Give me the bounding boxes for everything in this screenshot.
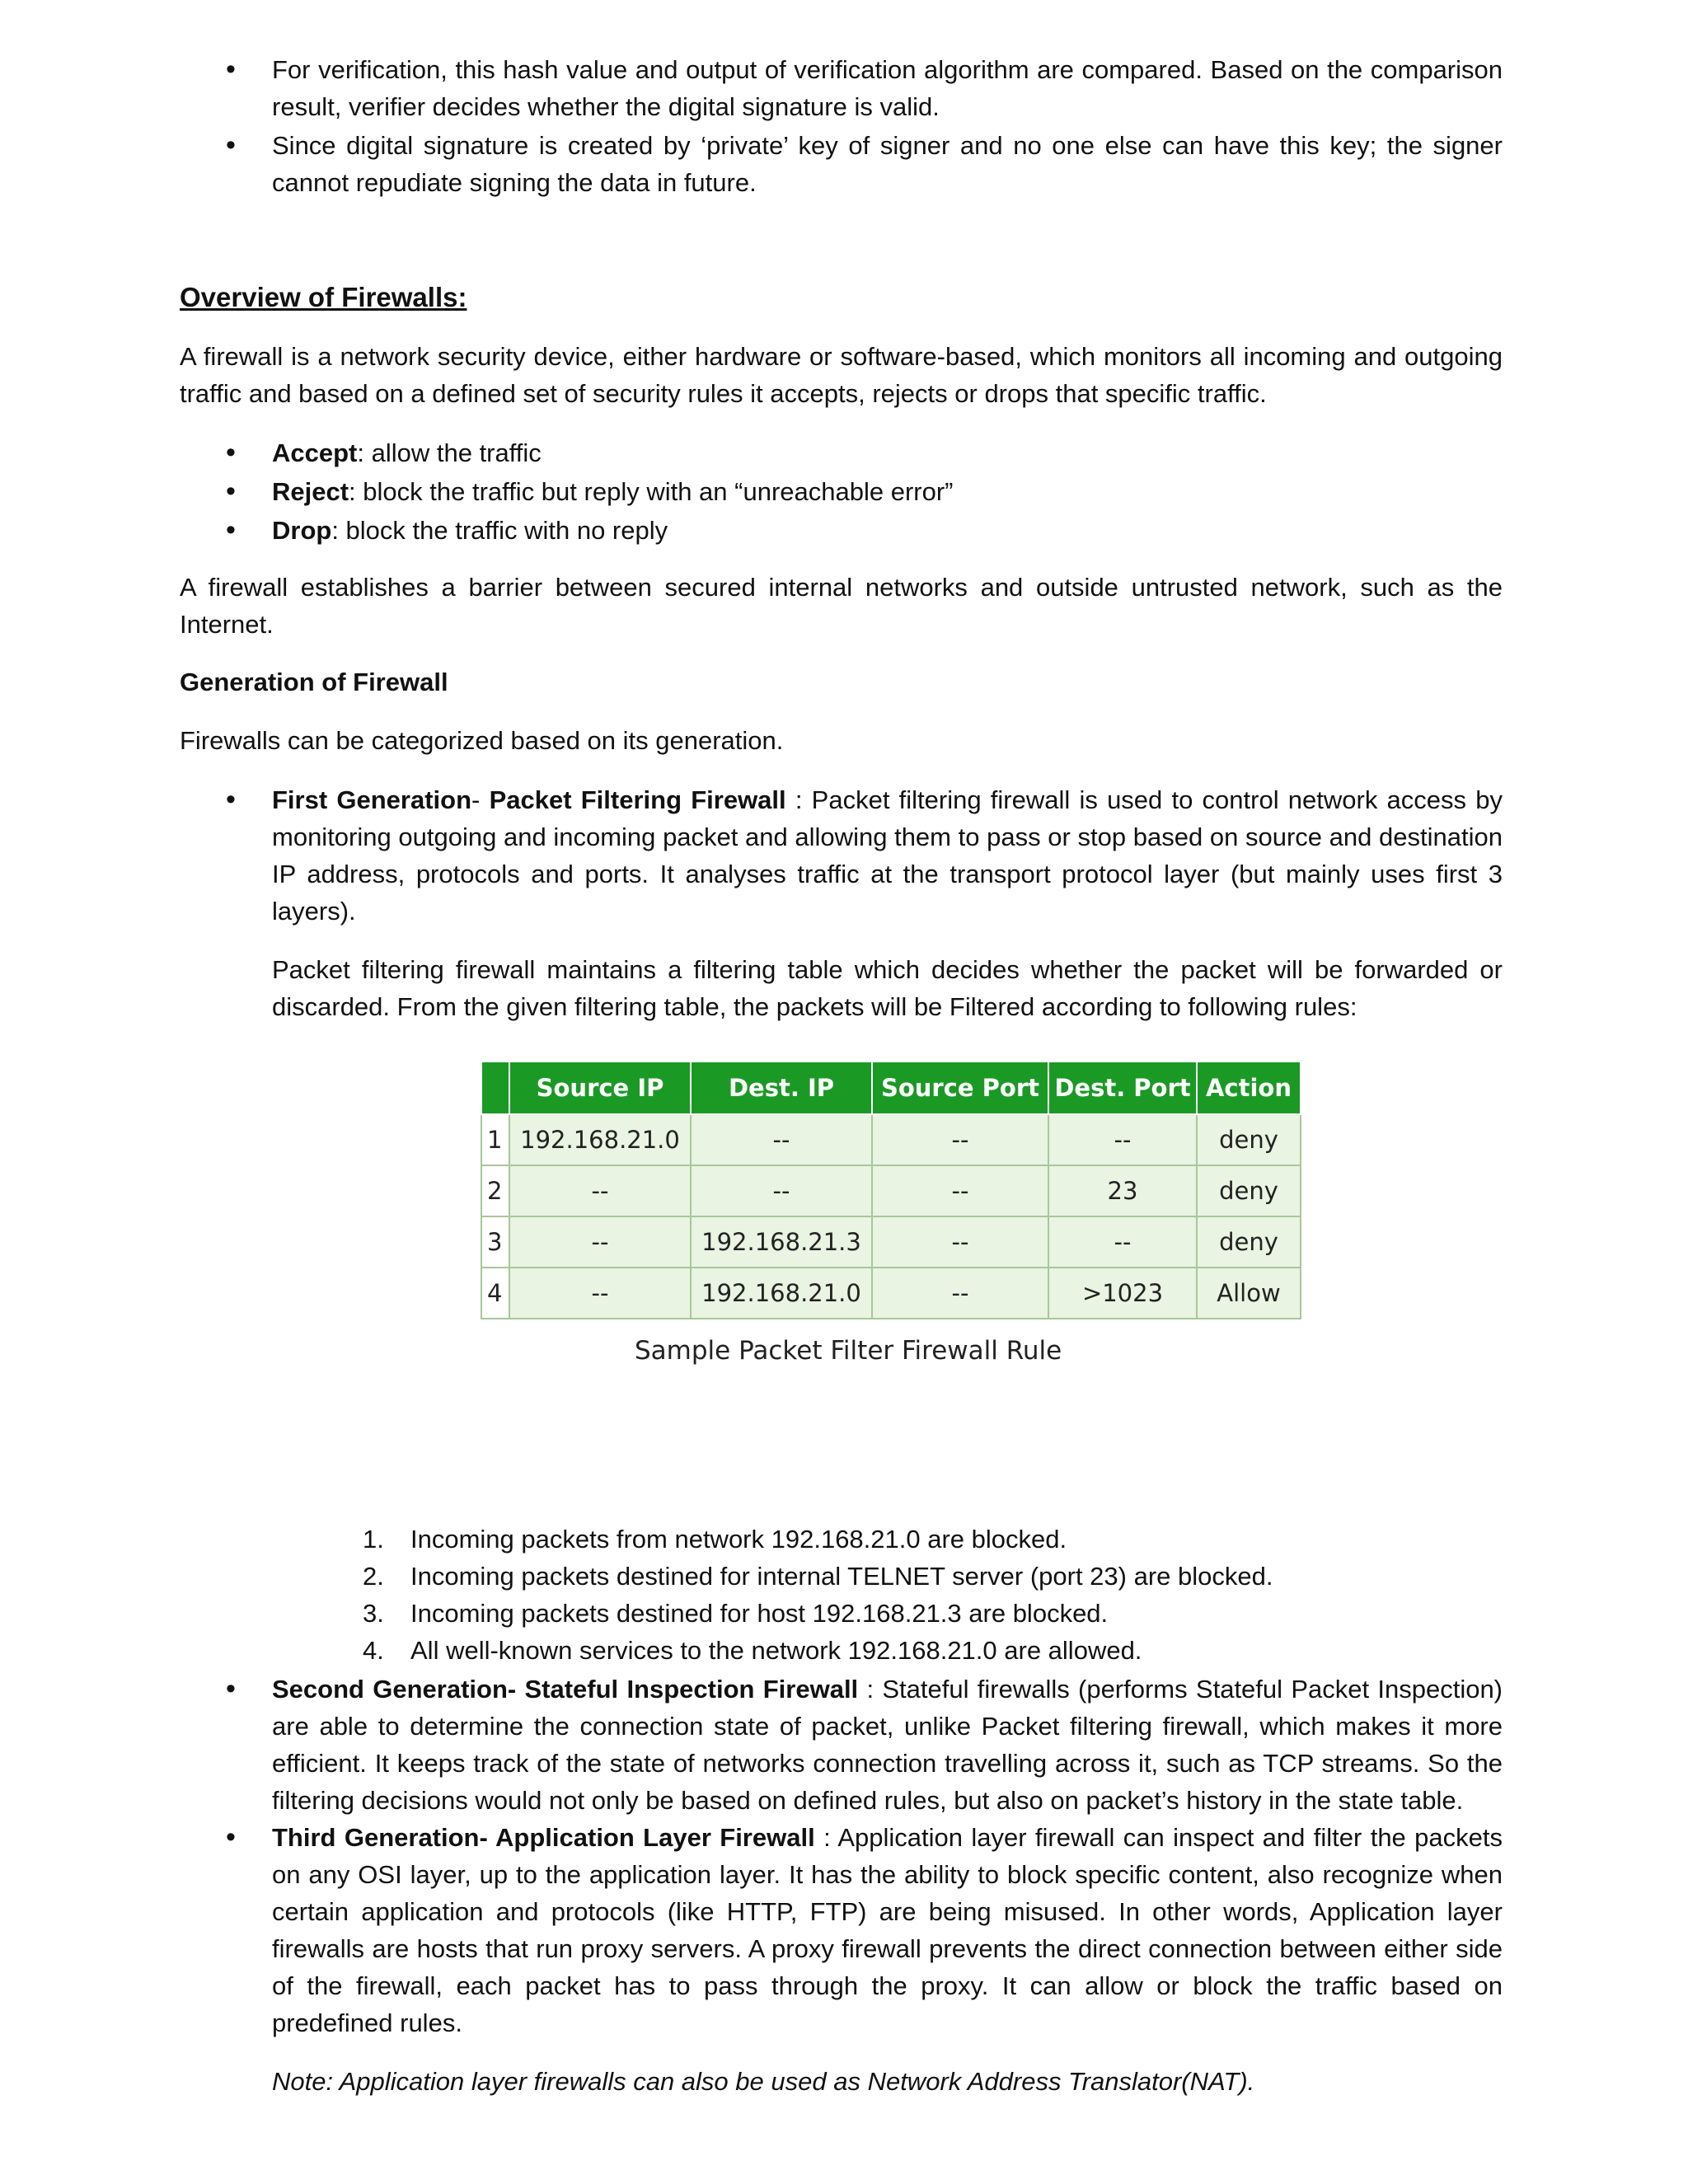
table-header: Action: [1197, 1062, 1301, 1114]
table-header: Dest. Port: [1048, 1062, 1197, 1114]
table-cell-index: 4: [481, 1268, 509, 1319]
list-item: [180, 434, 1503, 472]
list-item: [180, 1521, 1503, 1558]
overview-intro: A firewall is a network security device, either hardware or software-based, which monitors all incoming and outgoing traffic and based on a defined set of security rules it accepts, rejects or drops that specific traffic.: [180, 342, 1503, 408]
later-generations-list: [180, 1671, 1503, 2041]
overview-section: [180, 279, 1503, 316]
rule-number: 3.: [363, 1599, 384, 1628]
packet-filter-table: [481, 1061, 1301, 1319]
list-item: [180, 1595, 1503, 1632]
table-cell-index: 1: [481, 1114, 509, 1165]
table-caption: Sample Packet Filter Firewall Rule: [635, 1336, 1062, 1366]
table-cell: --: [872, 1114, 1048, 1165]
filtering-table-paragraph: Packet filtering firewall maintains a filtering table which decides whether the packet will be forwarded or discarded. From the given filtering table, the packets will be Filtered according to following rules:: [272, 955, 1503, 1021]
table-row: [481, 1216, 1301, 1268]
second-gen-text: : Stateful firewalls (performs Stateful Packet Inspection) are able to determine the connection state of packet, unlike Packet filtering firewall, which makes it more efficient. It keeps track of the state of networks connection travelling across it, such as TCP streams. So the filtering decisions would not only be based on defined rules, but also on packet’s history in the state table.: [272, 1675, 1503, 1815]
table-cell: 192.168.21.0: [691, 1268, 872, 1319]
nat-note: Note: Application layer firewalls can also be used as Network Address Translator(NAT).: [272, 2067, 1255, 2096]
table-row: [481, 1165, 1301, 1216]
list-item: [180, 1819, 1503, 2041]
rule-number: 4.: [363, 1636, 384, 1665]
table-row: [481, 1114, 1301, 1165]
table-header: Source Port: [872, 1062, 1048, 1114]
table-cell-index: 2: [481, 1165, 509, 1216]
action-desc: : block the traffic with no reply: [331, 516, 668, 545]
filter-rules-list: [180, 1521, 1503, 1669]
table-cell: --: [872, 1216, 1048, 1268]
action-term: Accept: [272, 438, 358, 467]
action-term: Drop: [272, 516, 332, 545]
table-cell: deny: [1197, 1216, 1301, 1268]
table-cell: deny: [1197, 1165, 1301, 1216]
action-desc: : allow the traffic: [357, 438, 542, 467]
table-cell: deny: [1197, 1114, 1301, 1165]
first-gen-title-b: Packet Filtering Firewall: [489, 785, 786, 814]
table-cell: --: [872, 1268, 1048, 1319]
table-cell: --: [1048, 1216, 1197, 1268]
table-cell: 192.168.21.3: [691, 1216, 872, 1268]
table-cell: 192.168.21.0: [509, 1114, 691, 1165]
top-bullet-list: [180, 51, 1503, 201]
table-cell: --: [509, 1216, 691, 1268]
rule-text: Incoming packets destined for host 192.168.21.3 are blocked.: [410, 1599, 1109, 1628]
second-gen-title: Second Generation- Stateful Inspection Firewall: [272, 1675, 859, 1704]
table-header: Source IP: [509, 1062, 691, 1114]
table-cell: --: [872, 1165, 1048, 1216]
generation-intro: Firewalls can be categorized based on its generation.: [180, 726, 784, 755]
third-gen-title: Third Generation- Application Layer Firewall: [272, 1823, 815, 1852]
table-cell: --: [509, 1268, 691, 1319]
first-gen-text: : Packet filtering firewall is used to control network access by monitoring outgoing and incoming packet and allowing them to pass or stop based on source and destination IP address, protocols and ports. It analyses traffic at the transport protocol layer (but mainly uses first 3 layers).: [272, 785, 1503, 926]
rule-text: Incoming packets from network 192.168.21.0 are blocked.: [410, 1525, 1067, 1554]
table-cell: 23: [1048, 1165, 1197, 1216]
table-header-index: [481, 1062, 509, 1114]
table-header: Dest. IP: [691, 1062, 872, 1114]
table-cell: --: [509, 1165, 691, 1216]
list-item: [180, 1632, 1503, 1669]
bullet-text: For verification, this hash value and output of verification algorithm are compared. Based on the comparison result, verifier decides whether the digital signature is valid.: [272, 55, 1503, 121]
third-gen-text: : Application layer firewall can inspect and filter the packets on any OSI layer, up to the application layer. It has the ability to block specific content, also recognize when certain application and protocols (like HTTP, FTP) are being misused. In other words, Application layer firewalls are hosts that run proxy servers. A proxy firewall prevents the direct connection between either side of the firewall, each packet has to pass through the proxy. It can allow or block the traffic based on predefined rules.: [272, 1823, 1503, 2037]
action-term: Reject: [272, 477, 349, 506]
list-item: [180, 1558, 1503, 1595]
list-item: [180, 511, 1503, 550]
barrier-paragraph: A firewall establishes a barrier between secured internal networks and outside untrusted network, such as the Internet.: [180, 573, 1503, 639]
list-item: [180, 781, 1503, 930]
rule-text: Incoming packets destined for internal TELNET server (port 23) are blocked.: [410, 1562, 1273, 1591]
table-cell-index: 3: [481, 1216, 509, 1268]
list-item: [180, 127, 1503, 201]
firewall-actions-list: [180, 434, 1503, 550]
list-item: [180, 1671, 1503, 1819]
table-cell: --: [691, 1165, 872, 1216]
list-item: [180, 472, 1503, 511]
rule-number: 2.: [363, 1562, 384, 1591]
table-cell: --: [691, 1114, 872, 1165]
table-cell: >1023: [1048, 1268, 1197, 1319]
table-header-row: [481, 1062, 1301, 1114]
table-cell: Allow: [1197, 1268, 1301, 1319]
first-generation-block: [180, 781, 1503, 930]
first-gen-title-a: First Generation: [272, 785, 472, 814]
generation-heading: Generation of Firewall: [180, 668, 448, 696]
action-desc: : block the traffic but reply with an “unreachable error”: [349, 477, 954, 506]
list-item: [180, 51, 1503, 125]
first-gen-dash: -: [471, 785, 490, 814]
rule-text: All well-known services to the network 192.168.21.0 are allowed.: [410, 1636, 1142, 1665]
overview-heading: Overview of Firewalls:: [180, 282, 467, 312]
bullet-text: Since digital signature is created by ‘private’ key of signer and no one else can have this key; the signer cannot repudiate signing the data in future.: [272, 131, 1503, 197]
rule-number: 1.: [363, 1525, 384, 1554]
table-cell: --: [1048, 1114, 1197, 1165]
table-row: [481, 1268, 1301, 1319]
